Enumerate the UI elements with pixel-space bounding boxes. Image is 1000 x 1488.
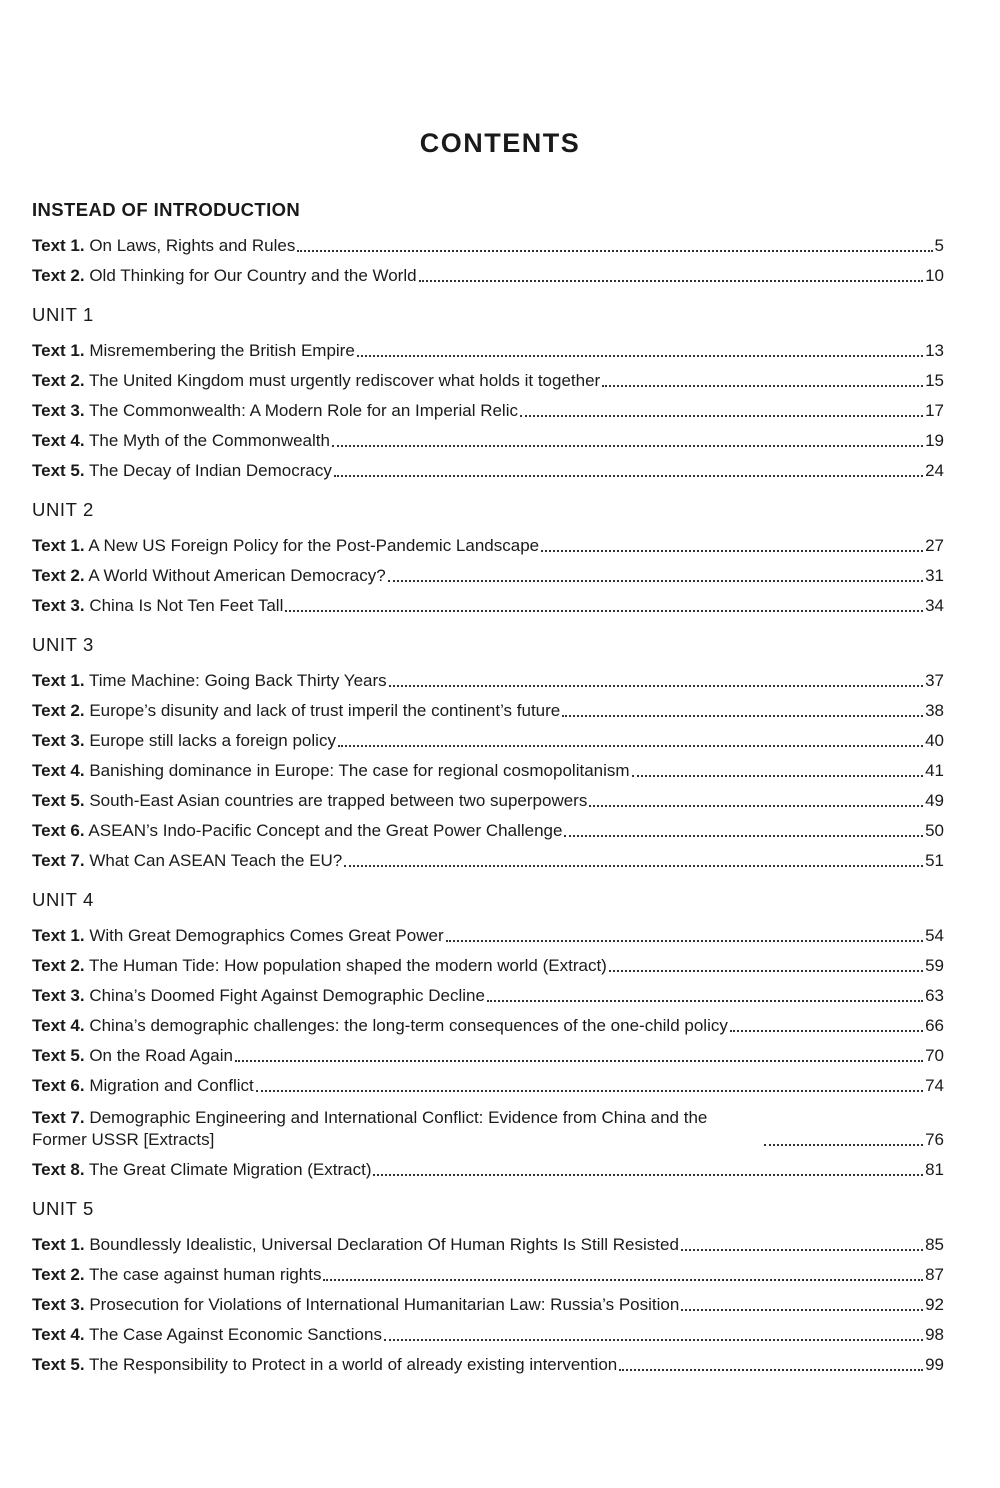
entry-label: Text 5.: [32, 791, 85, 810]
entry-title: China Is Not Ten Feet Tall: [89, 596, 284, 615]
entry-text: [32, 1294, 679, 1316]
page-number: 54: [925, 926, 944, 945]
toc-entry[interactable]: [32, 227, 944, 257]
entry-title: The Great Climate Migration (Extract): [89, 1160, 372, 1179]
entry-title: China’s demographic challenges: the long-term consequences of the one-child policy: [89, 1016, 728, 1035]
entry-title: The Responsibility to Protect in a world of already existing intervention: [89, 1355, 618, 1374]
dot-leader: [602, 385, 923, 387]
dot-leader: [419, 280, 924, 282]
page-number: 37: [925, 671, 944, 690]
toc-entry[interactable]: [32, 1256, 944, 1286]
entry-text: [32, 850, 342, 872]
dot-leader: [487, 1000, 923, 1002]
page-number: 63: [925, 986, 944, 1005]
dot-leader: [764, 1144, 923, 1146]
entry-label: Text 6.: [32, 1076, 85, 1095]
entry-text: [32, 1107, 762, 1151]
entry-title: Banishing dominance in Europe: The case for regional cosmopolitanism: [89, 761, 630, 780]
toc-entry[interactable]: [32, 722, 944, 752]
entry-label: Text 7.: [32, 1108, 85, 1127]
entry-title: On the Road Again: [89, 1046, 233, 1065]
entry-label: Text 1.: [32, 671, 85, 690]
toc-section: [32, 1196, 944, 1376]
entry-title: The Commonwealth: A Modern Role for an Imperial Relic: [89, 401, 518, 420]
entry-text: [32, 595, 283, 617]
entry-text: [32, 1324, 382, 1346]
section-heading: UNIT 3: [32, 634, 94, 655]
dot-leader: [373, 1174, 923, 1176]
entry-label: Text 1.: [32, 341, 85, 360]
page-number: 81: [925, 1160, 944, 1179]
entry-title: Europe still lacks a foreign policy: [89, 731, 336, 750]
entry-text: [32, 535, 539, 557]
entry-text: [32, 1159, 371, 1181]
entry-title: A New US Foreign Policy for the Post-Pandemic Landscape: [88, 536, 540, 555]
entry-title: Old Thinking for Our Country and the World: [89, 266, 417, 285]
entry-title: South-East Asian countries are trapped between two superpowers: [89, 791, 588, 810]
entry-text: [32, 700, 560, 722]
entry-title: With Great Demographics Comes Great Power: [89, 926, 444, 945]
page-number: 85: [925, 1235, 944, 1254]
entry-title: The Decay of Indian Democracy: [89, 461, 332, 480]
dot-leader: [256, 1090, 923, 1092]
dot-leader: [681, 1249, 923, 1251]
entry-text: [32, 1015, 728, 1037]
entry-text: [32, 1264, 321, 1286]
entry-title: Migration and Conflict: [89, 1076, 254, 1095]
dot-leader: [609, 970, 923, 972]
entry-title: Boundlessly Idealistic, Universal Declaration Of Human Rights Is Still Resisted: [89, 1235, 679, 1254]
toc-entry[interactable]: [32, 812, 944, 842]
entry-title: Europe’s disunity and lack of trust imperil the continent’s future: [89, 701, 561, 720]
toc-entry[interactable]: [32, 1037, 944, 1067]
page-number: 34: [925, 596, 944, 615]
entry-label: Text 5.: [32, 1355, 85, 1374]
page-number: 50: [925, 821, 944, 840]
section-heading: UNIT 5: [32, 1198, 94, 1219]
page-number: 15: [925, 371, 944, 390]
entry-label: Text 2.: [32, 266, 85, 285]
entry-text: [32, 820, 562, 842]
page-number: 66: [925, 1016, 944, 1035]
toc-entry[interactable]: [32, 1316, 944, 1346]
toc-entry[interactable]: [32, 587, 944, 617]
page-number: 13: [925, 341, 944, 360]
dot-leader: [388, 580, 923, 582]
toc-section: [32, 887, 944, 1181]
section-heading: UNIT 4: [32, 889, 94, 910]
entry-label: Text 8.: [32, 1160, 85, 1179]
toc-entry[interactable]: [32, 257, 944, 287]
entry-label: Text 1.: [32, 1235, 85, 1254]
entry-label: Text 7.: [32, 851, 85, 870]
toc-section: [32, 497, 944, 617]
toc-entry[interactable]: [32, 527, 944, 557]
entry-label: Text 2.: [32, 1265, 85, 1284]
entry-title: Prosecution for Violations of International Humanitarian Law: Russia’s Position: [89, 1295, 680, 1314]
page-number: 59: [925, 956, 944, 975]
entry-text: [32, 340, 355, 362]
entry-title: China’s Doomed Fight Against Demographic Decline: [89, 986, 485, 1005]
toc-entry[interactable]: [32, 452, 944, 482]
entry-text: [32, 370, 600, 392]
toc-entry[interactable]: [32, 422, 944, 452]
toc-section: [32, 302, 944, 482]
entry-text: [32, 790, 587, 812]
page-number: 49: [925, 791, 944, 810]
entry-text: [32, 730, 336, 752]
page-number: 5: [934, 236, 944, 255]
entry-title: The United Kingdom must urgently rediscover what holds it together: [89, 371, 601, 390]
toc-entry[interactable]: [32, 362, 944, 392]
section-heading: INSTEAD OF INTRODUCTION: [32, 199, 301, 220]
page-number: 24: [925, 461, 944, 480]
entry-label: Text 3.: [32, 401, 85, 420]
entry-title: The Case Against Economic Sanctions: [89, 1325, 382, 1344]
dot-leader: [334, 475, 923, 477]
entry-text: [32, 1045, 233, 1067]
entry-text: [32, 400, 518, 422]
page-number: 40: [925, 731, 944, 750]
dot-leader: [338, 745, 923, 747]
entry-text: [32, 430, 330, 452]
dot-leader: [632, 775, 924, 777]
page-number: 17: [925, 401, 944, 420]
toc-entry[interactable]: [32, 917, 944, 947]
dot-leader: [730, 1030, 923, 1032]
toc-entry[interactable]: [32, 1286, 944, 1316]
page-number: 98: [925, 1325, 944, 1344]
page-number: 51: [925, 851, 944, 870]
toc-entry[interactable]: [32, 842, 944, 872]
page-number: 38: [925, 701, 944, 720]
entry-title: The Human Tide: How population shaped the modern world (Extract): [89, 956, 607, 975]
entry-title: The case against human rights: [89, 1265, 322, 1284]
toc-entry[interactable]: [32, 1346, 944, 1376]
dot-leader: [681, 1309, 923, 1311]
toc-entry[interactable]: [32, 692, 944, 722]
dot-leader: [323, 1279, 923, 1281]
entry-title: What Can ASEAN Teach the EU?: [89, 851, 343, 870]
page-number: 10: [925, 266, 944, 285]
page-number: 41: [925, 761, 944, 780]
dot-leader: [446, 940, 923, 942]
entry-label: Text 2.: [32, 956, 85, 975]
page-number: 87: [925, 1265, 944, 1284]
toc-entry[interactable]: [32, 557, 944, 587]
entry-label: Text 3.: [32, 596, 85, 615]
entry-label: Text 6.: [32, 821, 85, 840]
section-heading: UNIT 1: [32, 304, 94, 325]
dot-leader: [389, 685, 923, 687]
entry-label: Text 1.: [32, 926, 85, 945]
entry-label: Text 1.: [32, 536, 85, 555]
page-number: 74: [925, 1076, 944, 1095]
toc-section: [32, 197, 944, 287]
dot-leader: [520, 415, 923, 417]
entry-label: Text 4.: [32, 1325, 85, 1344]
toc-entry[interactable]: [32, 977, 944, 1007]
entry-text: [32, 265, 417, 287]
entry-text: [32, 925, 444, 947]
toc-entry[interactable]: [32, 752, 944, 782]
entry-label: Text 1.: [32, 236, 85, 255]
entry-text: [32, 760, 630, 782]
dot-leader: [297, 250, 932, 252]
page-number: 99: [925, 1355, 944, 1374]
toc-entry[interactable]: [32, 947, 944, 977]
dot-leader: [541, 550, 923, 552]
entry-title: ASEAN’s Indo-Pacific Concept and the Great Power Challenge: [88, 821, 563, 840]
dot-leader: [589, 805, 923, 807]
entry-title: The Myth of the Commonwealth: [89, 431, 330, 450]
dot-leader: [344, 865, 923, 867]
entry-label: Text 4.: [32, 761, 85, 780]
toc-entry[interactable]: [32, 1007, 944, 1037]
entry-label: Text 5.: [32, 461, 85, 480]
dot-leader: [619, 1369, 923, 1371]
entry-text: [32, 1354, 617, 1376]
page-title: CONTENTS: [419, 128, 581, 158]
page-number: 70: [925, 1046, 944, 1065]
dot-leader: [562, 715, 923, 717]
toc-entry[interactable]: [32, 1067, 944, 1097]
entry-title: Demographic Engineering and International Conflict: Evidence from China and the Former USSR [Extracts]: [32, 1108, 708, 1149]
dot-leader: [332, 445, 923, 447]
toc-section: [32, 632, 944, 872]
page-number: 31: [925, 566, 944, 585]
dot-leader: [564, 835, 923, 837]
table-of-contents: [32, 197, 944, 1391]
section-heading: UNIT 2: [32, 499, 94, 520]
dot-leader: [285, 610, 923, 612]
entry-text: [32, 460, 332, 482]
toc-entry[interactable]: [32, 1151, 944, 1181]
entry-text: [32, 955, 607, 977]
page-number: 19: [925, 431, 944, 450]
entry-title: Time Machine: Going Back Thirty Years: [89, 671, 387, 690]
entry-text: [32, 235, 295, 257]
page-number: 76: [925, 1130, 944, 1149]
page-number: 27: [925, 536, 944, 555]
dot-leader: [235, 1060, 923, 1062]
entry-label: Text 4.: [32, 1016, 85, 1035]
entry-text: [32, 565, 386, 587]
entry-label: Text 5.: [32, 1046, 85, 1065]
toc-entry[interactable]: [32, 332, 944, 362]
dot-leader: [357, 355, 923, 357]
entry-label: Text 3.: [32, 1295, 85, 1314]
entry-text: [32, 985, 485, 1007]
entry-label: Text 2.: [32, 371, 85, 390]
toc-entry[interactable]: [32, 1226, 944, 1256]
entry-text: [32, 1075, 254, 1097]
dot-leader: [384, 1339, 923, 1341]
entry-title: On Laws, Rights and Rules: [89, 236, 296, 255]
entry-label: Text 4.: [32, 431, 85, 450]
entry-title: A World Without American Democracy?: [88, 566, 386, 585]
page-number: 92: [925, 1295, 944, 1314]
entry-title: Misremembering the British Empire: [89, 341, 355, 360]
entry-text: [32, 1234, 679, 1256]
entry-label: Text 2.: [32, 701, 85, 720]
toc-entry[interactable]: [32, 662, 944, 692]
entry-label: Text 2.: [32, 566, 85, 585]
entry-label: Text 3.: [32, 731, 85, 750]
toc-entry[interactable]: [32, 1097, 944, 1151]
toc-entry[interactable]: [32, 392, 944, 422]
entry-label: Text 3.: [32, 986, 85, 1005]
toc-entry[interactable]: [32, 782, 944, 812]
entry-text: [32, 670, 387, 692]
